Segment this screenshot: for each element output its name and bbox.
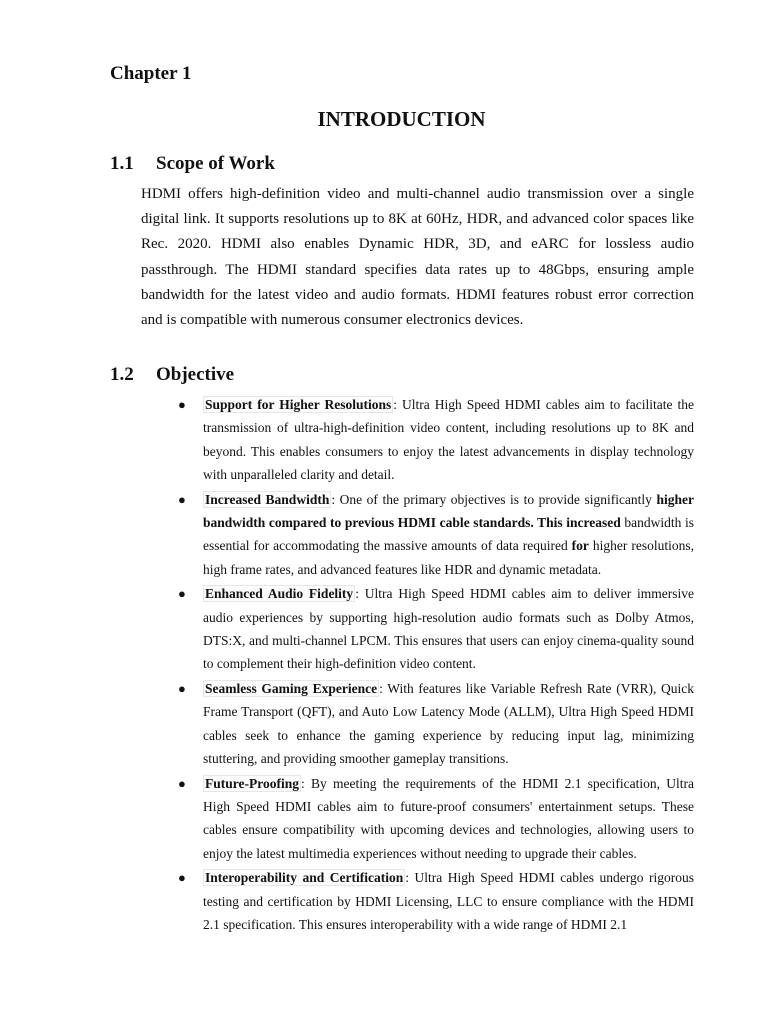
bullet-icon: ● bbox=[178, 870, 186, 886]
section-number: 1.1 bbox=[110, 153, 134, 174]
objective-bold-text: for bbox=[571, 538, 589, 554]
section-title: Objective bbox=[156, 364, 235, 385]
list-item bbox=[174, 772, 694, 866]
objective-term: Seamless Gaming Experience bbox=[205, 680, 378, 696]
objective-text: : One of the primary objectives is to provide significantly bbox=[331, 491, 657, 507]
objective-term: Interoperability and Certification bbox=[205, 870, 404, 886]
list-item bbox=[174, 393, 694, 487]
page-title: INTRODUCTION bbox=[317, 107, 486, 131]
section-heading-scope bbox=[110, 152, 275, 176]
section-heading-objective bbox=[110, 363, 234, 387]
bullet-icon: ● bbox=[178, 491, 186, 507]
section-number: 1.2 bbox=[110, 364, 134, 385]
list-item bbox=[174, 677, 694, 771]
objective-text: : Ultra High Speed HDMI cables undergo rigorous testing and certification by HDMI Licensing, LLC to ensure compliance with the HDMI 2.1 specification. This ensures interoperability with a wide range of HDMI 2.1 bbox=[203, 870, 694, 932]
objective-text: : Ultra High Speed HDMI cables aim to facilitate the transmission of ultra-high-definition video content, including resolutions up to 8K and beyond. This enables consumers to enjoy the latest advancements in display technology with unparalleled clarity and detail. bbox=[203, 397, 694, 483]
objective-text: : By meeting the requirements of the HDMI 2.1 specification, Ultra High Speed HDMI cables aim to future-proof consumers' entertainment setups. These cables ensure compatibility with upcoming devices and technologies, allowing users to enjoy the latest multimedia experiences without needing to upgrade their cables. bbox=[203, 775, 694, 861]
list-item bbox=[174, 488, 694, 582]
bullet-icon: ● bbox=[178, 586, 186, 602]
list-item bbox=[174, 866, 694, 936]
chapter-label: Chapter 1 bbox=[110, 63, 192, 84]
bullet-icon: ● bbox=[178, 397, 186, 412]
objective-term: Future-Proofing bbox=[205, 775, 299, 791]
bullet-icon: ● bbox=[178, 775, 186, 791]
objective-text: : With features like Variable Refresh Rate (VRR), Quick Frame Transport (QFT), and Auto Low Latency Mode (ALLM), Ultra High Speed HDMI cables seek to enhance the gaming experience by reducing input lag, minimizing stuttering, and providing smoother gameplay transitions. bbox=[203, 680, 695, 767]
objective-text: bandwidth is essential for accommodating the massive amounts of data required bbox=[203, 515, 695, 554]
objective-text: : Ultra High Speed HDMI cables aim to deliver immersive audio experiences by supporting high-resolution audio formats such as Dolby Atmos, DTS:X, and multi-channel LPCM. This ensures that users can enjoy cinema-quality sound to complement their high-definition video content. bbox=[203, 586, 694, 672]
objective-term: Increased Bandwidth bbox=[205, 491, 330, 507]
list-item bbox=[174, 582, 694, 676]
objective-text: higher resolutions, high frame rates, and advanced features like HDR and dynamic metadata. bbox=[203, 538, 694, 577]
scope-paragraph: HDMI offers high-definition video and multi-channel audio transmission over a single digital link. It supports resolutions up to 8K at 60Hz, HDR, and advanced color spaces like Rec. 2020. HDMI also enables Dynamic HDR, 3D, and eARC for lossless audio passthrough. The HDMI standard specifies data rates up to 48Gbps, ensuring ample bandwidth for the latest video and audio formats. HDMI features robust error correction and is compatible with numerous consumer electronics devices. bbox=[141, 186, 694, 329]
objective-term: Enhanced Audio Fidelity bbox=[205, 586, 354, 602]
section-title: Scope of Work bbox=[156, 153, 275, 174]
objective-term: Support for Higher Resolutions bbox=[205, 397, 392, 412]
bullet-icon: ● bbox=[178, 680, 186, 696]
objectives-list bbox=[174, 393, 694, 937]
objective-bold-text: higher bandwidth compared to previous HDMI cable standards. This increased bbox=[203, 491, 694, 531]
